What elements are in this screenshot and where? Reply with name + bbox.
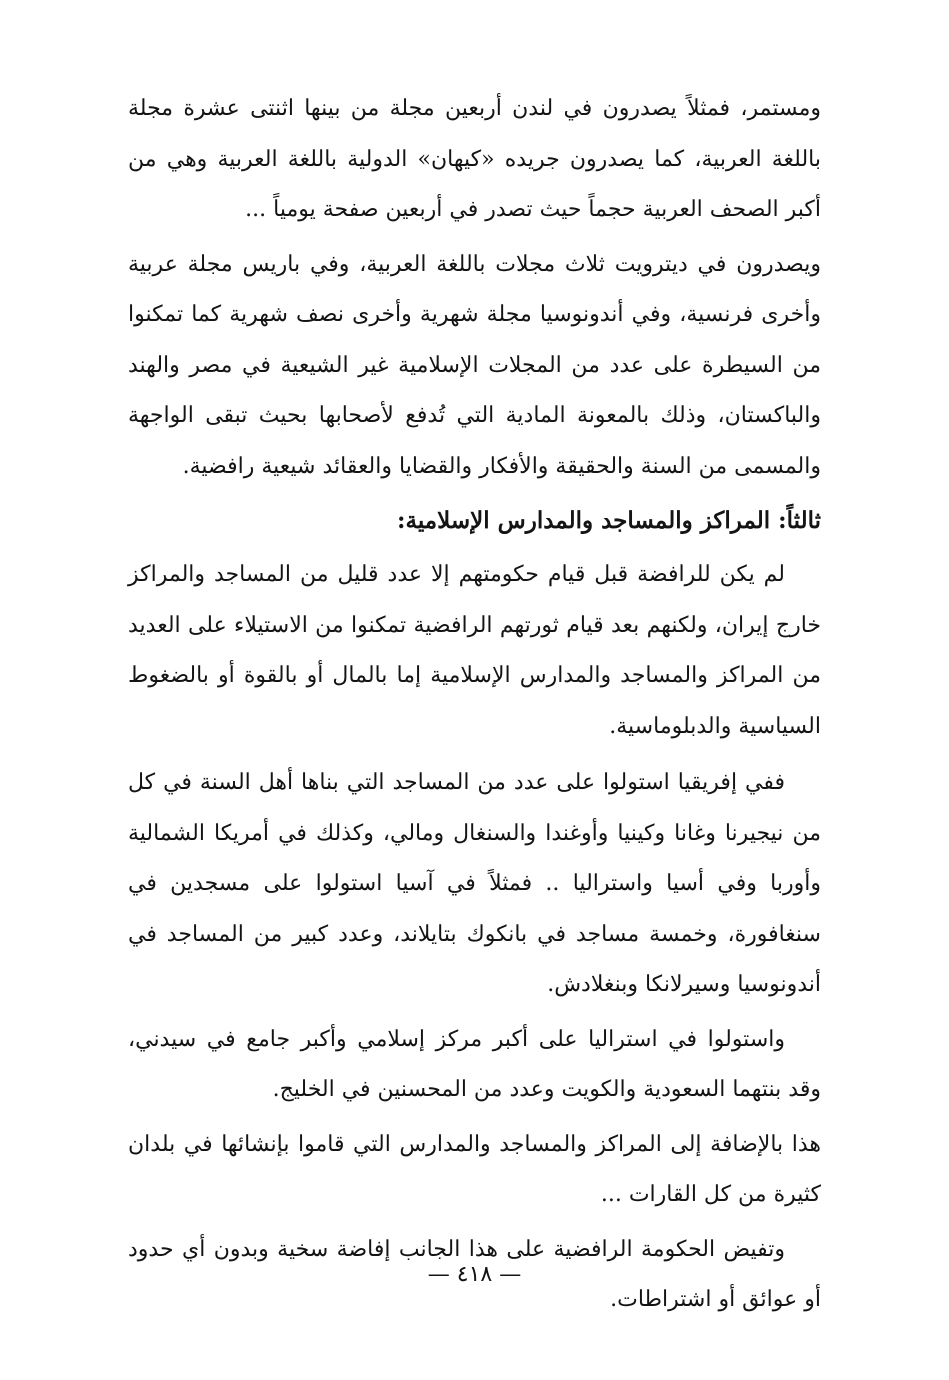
book-page	[128, 84, 821, 1364]
paragraph-magazines-detroit: ويصدرون في ديترويت ثلاث مجلات باللغة العربية، وفي باريس مجلة عربية وأخرى فرنسية، وفي أندونوسيا مجلة شهرية وأخرى نصف شهرية كما تمكنوا من السيطرة على عدد من المجلات الإسلامية غير الشيعية في مصر والهند والباكستان، وذلك بالمعونة المادية التي تُدفع لأصحابها بحيث تبقى الواجهة والمسمى من السنة والحقيقة والأفكار والقضايا والعقائد شيعية رافضية.	[128, 251, 821, 479]
paragraph-africa-asia: ففي إفريقيا استولوا على عدد من المساجد التي بناها أهل السنة في كل من نيجيرنا وغانا وكينيا وأوغندا والسنغال ومالي، وكذلك في أمريكا الشمالية وأوربا وفي أسيا واستراليا .. فمثلاً في آسيا استولوا على مسجدين في سنغافورة، وخمسة مساجد في بانكوك بتايلاند، وعدد كبير من المساجد في أندونوسيا وسيرلانكا وبنغلادش.	[128, 770, 821, 997]
page-number: — ٤١٨ —	[427, 1262, 522, 1287]
paragraph-centers-mosques: لم يكن للرافضة قبل قيام حكومتهم إلا عدد قليل من المساجد والمراكز خارج إيران، ولكنهم بعد قيام ثورتهم الرافضية تمكنوا من الاستيلاء على العديد من المراكز والمساجد والمدارس الإسلامية إما بالمال أو بالقوة أو بالضغوط السياسية والدبلوماسية.	[128, 562, 821, 739]
paragraph-magazines-london: ومستمر، فمثلاً يصدرون في لندن أربعين مجلة من بينها اثنتى عشرة مجلة باللغة العربية، كما يصدرون جريده «كيهان» الدولية باللغة العربية وهي من أكبر الصحف العربية حجماً حيث تصدر في أربعين صفحة يومياً ...	[128, 96, 821, 222]
paragraph-generosity: وتفيض الحكومة الرافضية على هذا الجانب إفاضة سخية وبدون أي حدود أو عوائق أو اشتراطات.	[128, 1236, 821, 1312]
paragraph-australia: واستولوا في استراليا على أكبر مركز إسلامي وأكبر جامع في سيدني، وقد بنتهما السعودية والكويت وعدد من المحسنين في الخليج.	[128, 1026, 821, 1102]
section-heading: ثالثاً: المراكز والمساجد والمدارس الإسلامية:	[397, 507, 821, 534]
paragraph-other-countries: هذا بالإضافة إلى المراكز والمساجد والمدارس التي قاموا بإنشائها في بلدان كثيرة من كل القارات ...	[128, 1131, 821, 1207]
